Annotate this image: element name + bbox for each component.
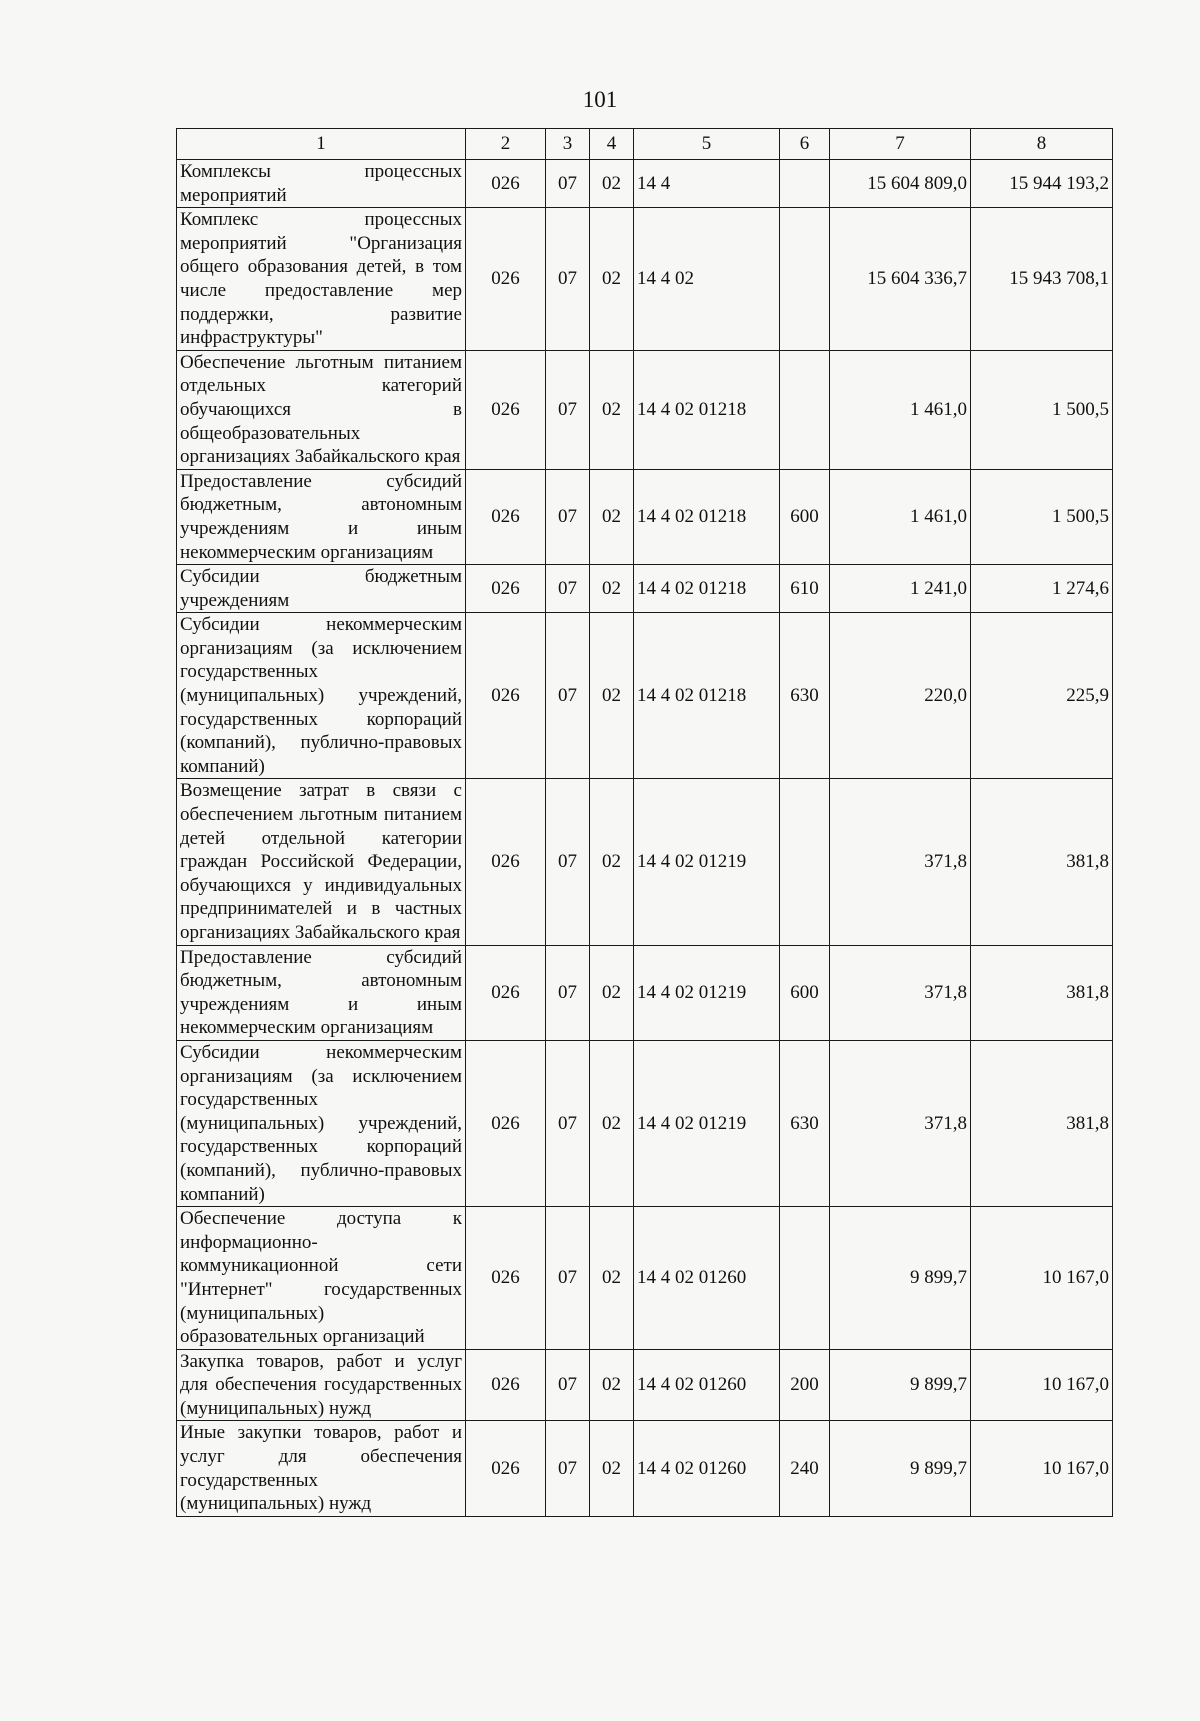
amount-year-1-cell: 9 899,7 [830, 1421, 971, 1516]
row-name-cell: Субсидии бюджетным учреждениям [177, 565, 466, 613]
target-article-cell: 14 4 02 01218 [634, 565, 780, 613]
section-code-cell: 07 [546, 1349, 590, 1421]
amount-year-1-cell: 15 604 809,0 [830, 160, 971, 208]
amount-year-2-cell: 10 167,0 [971, 1207, 1113, 1350]
table-row [177, 1421, 1113, 1516]
row-name-cell: Иные закупки товаров, работ и услуг для обеспечения государственных (муниципальных) нужд [177, 1421, 466, 1516]
ministry-code-cell: 026 [466, 1349, 546, 1421]
expense-type-cell [780, 208, 830, 351]
amount-year-1-cell: 9 899,7 [830, 1207, 971, 1350]
target-article-cell: 14 4 02 01218 [634, 350, 780, 469]
amount-year-1-cell: 371,8 [830, 945, 971, 1040]
ministry-code-cell: 026 [466, 160, 546, 208]
table-row [177, 613, 1113, 779]
table-row [177, 945, 1113, 1040]
amount-year-2-cell: 381,8 [971, 945, 1113, 1040]
amount-year-2-cell: 381,8 [971, 1040, 1113, 1206]
section-code-cell: 07 [546, 160, 590, 208]
subsection-code-cell: 02 [590, 350, 634, 469]
header-cell: 7 [830, 129, 971, 160]
table-row [177, 1207, 1113, 1350]
header-cell: 8 [971, 129, 1113, 160]
target-article-cell: 14 4 02 01260 [634, 1421, 780, 1516]
header-cell: 2 [466, 129, 546, 160]
row-name-cell: Комплекс процессных мероприятий "Организация общего образования детей, в том числе предоставление мер поддержки, развитие инфраструктуры" [177, 208, 466, 351]
expense-type-cell [780, 779, 830, 945]
subsection-code-cell: 02 [590, 208, 634, 351]
expense-type-cell [780, 160, 830, 208]
page-number: 101 [582, 87, 618, 112]
expense-type-cell: 600 [780, 945, 830, 1040]
table-row [177, 469, 1113, 564]
amount-year-1-cell: 220,0 [830, 613, 971, 779]
expense-type-cell: 240 [780, 1421, 830, 1516]
row-name-cell: Комплексы процессных мероприятий [177, 160, 466, 208]
section-code-cell: 07 [546, 565, 590, 613]
target-article-cell: 14 4 [634, 160, 780, 208]
ministry-code-cell: 026 [466, 779, 546, 945]
expense-type-cell [780, 350, 830, 469]
amount-year-2-cell: 15 944 193,2 [971, 160, 1113, 208]
ministry-code-cell: 026 [466, 1207, 546, 1350]
table-row [177, 779, 1113, 945]
section-code-cell: 07 [546, 208, 590, 351]
header-cell: 4 [590, 129, 634, 160]
amount-year-1-cell: 9 899,7 [830, 1349, 971, 1421]
subsection-code-cell: 02 [590, 1040, 634, 1206]
ministry-code-cell: 026 [466, 1421, 546, 1516]
row-name-cell: Предоставление субсидий бюджетным, автономным учреждениям и иным некоммерческим организациям [177, 469, 466, 564]
amount-year-2-cell: 10 167,0 [971, 1349, 1113, 1421]
budget-table [176, 128, 1113, 1517]
table-row [177, 1349, 1113, 1421]
expense-type-cell: 630 [780, 613, 830, 779]
amount-year-2-cell: 1 274,6 [971, 565, 1113, 613]
amount-year-1-cell: 15 604 336,7 [830, 208, 971, 351]
amount-year-1-cell: 1 461,0 [830, 469, 971, 564]
target-article-cell: 14 4 02 01218 [634, 613, 780, 779]
target-article-cell: 14 4 02 01218 [634, 469, 780, 564]
expense-type-cell: 200 [780, 1349, 830, 1421]
row-name-cell: Предоставление субсидий бюджетным, автономным учреждениям и иным некоммерческим организациям [177, 945, 466, 1040]
ministry-code-cell: 026 [466, 350, 546, 469]
ministry-code-cell: 026 [466, 1040, 546, 1206]
section-code-cell: 07 [546, 1421, 590, 1516]
section-code-cell: 07 [546, 350, 590, 469]
header-cell: 3 [546, 129, 590, 160]
section-code-cell: 07 [546, 469, 590, 564]
ministry-code-cell: 026 [466, 613, 546, 779]
row-name-cell: Возмещение затрат в связи с обеспечением льготным питанием детей отдельной категории граждан Российской Федерации, обучающихся у индивидуальных предпринимателей и в частных организациях Забайкальского края [177, 779, 466, 945]
ministry-code-cell: 026 [466, 208, 546, 351]
target-article-cell: 14 4 02 01219 [634, 1040, 780, 1206]
subsection-code-cell: 02 [590, 945, 634, 1040]
target-article-cell: 14 4 02 01219 [634, 945, 780, 1040]
subsection-code-cell: 02 [590, 565, 634, 613]
ministry-code-cell: 026 [466, 565, 546, 613]
target-article-cell: 14 4 02 01219 [634, 779, 780, 945]
table-row [177, 350, 1113, 469]
amount-year-1-cell: 1 241,0 [830, 565, 971, 613]
amount-year-2-cell: 1 500,5 [971, 469, 1113, 564]
section-code-cell: 07 [546, 1040, 590, 1206]
subsection-code-cell: 02 [590, 160, 634, 208]
table-row [177, 160, 1113, 208]
table-row [177, 565, 1113, 613]
subsection-code-cell: 02 [590, 469, 634, 564]
section-code-cell: 07 [546, 613, 590, 779]
header-row [177, 129, 1113, 160]
row-name-cell: Обеспечение доступа к информационно-коммуникационной сети "Интернет" государственных (муниципальных) образовательных организаций [177, 1207, 466, 1350]
ministry-code-cell: 026 [466, 469, 546, 564]
section-code-cell: 07 [546, 779, 590, 945]
target-article-cell: 14 4 02 [634, 208, 780, 351]
amount-year-2-cell: 1 500,5 [971, 350, 1113, 469]
subsection-code-cell: 02 [590, 1207, 634, 1350]
subsection-code-cell: 02 [590, 779, 634, 945]
expense-type-cell: 600 [780, 469, 830, 564]
expense-type-cell [780, 1207, 830, 1350]
subsection-code-cell: 02 [590, 1421, 634, 1516]
header-cell: 5 [634, 129, 780, 160]
amount-year-2-cell: 225,9 [971, 613, 1113, 779]
expense-type-cell: 610 [780, 565, 830, 613]
amount-year-1-cell: 371,8 [830, 1040, 971, 1206]
target-article-cell: 14 4 02 01260 [634, 1349, 780, 1421]
header-cell: 6 [780, 129, 830, 160]
header-cell: 1 [177, 129, 466, 160]
expense-type-cell: 630 [780, 1040, 830, 1206]
row-name-cell: Обеспечение льготным питанием отдельных категорий обучающихся в общеобразовательных организациях Забайкальского края [177, 350, 466, 469]
amount-year-1-cell: 371,8 [830, 779, 971, 945]
section-code-cell: 07 [546, 945, 590, 1040]
amount-year-2-cell: 10 167,0 [971, 1421, 1113, 1516]
table-body [177, 160, 1113, 1517]
row-name-cell: Субсидии некоммерческим организациям (за исключением государственных (муниципальных) учреждений, государственных корпораций (компаний), публично-правовых компаний) [177, 1040, 466, 1206]
amount-year-1-cell: 1 461,0 [830, 350, 971, 469]
section-code-cell: 07 [546, 1207, 590, 1350]
ministry-code-cell: 026 [466, 945, 546, 1040]
table-row [177, 208, 1113, 351]
subsection-code-cell: 02 [590, 613, 634, 779]
subsection-code-cell: 02 [590, 1349, 634, 1421]
target-article-cell: 14 4 02 01260 [634, 1207, 780, 1350]
amount-year-2-cell: 15 943 708,1 [971, 208, 1113, 351]
table-row [177, 1040, 1113, 1206]
row-name-cell: Закупка товаров, работ и услуг для обеспечения государственных (муниципальных) нужд [177, 1349, 466, 1421]
amount-year-2-cell: 381,8 [971, 779, 1113, 945]
row-name-cell: Субсидии некоммерческим организациям (за исключением государственных (муниципальных) учреждений, государственных корпораций (компаний), публично-правовых компаний) [177, 613, 466, 779]
